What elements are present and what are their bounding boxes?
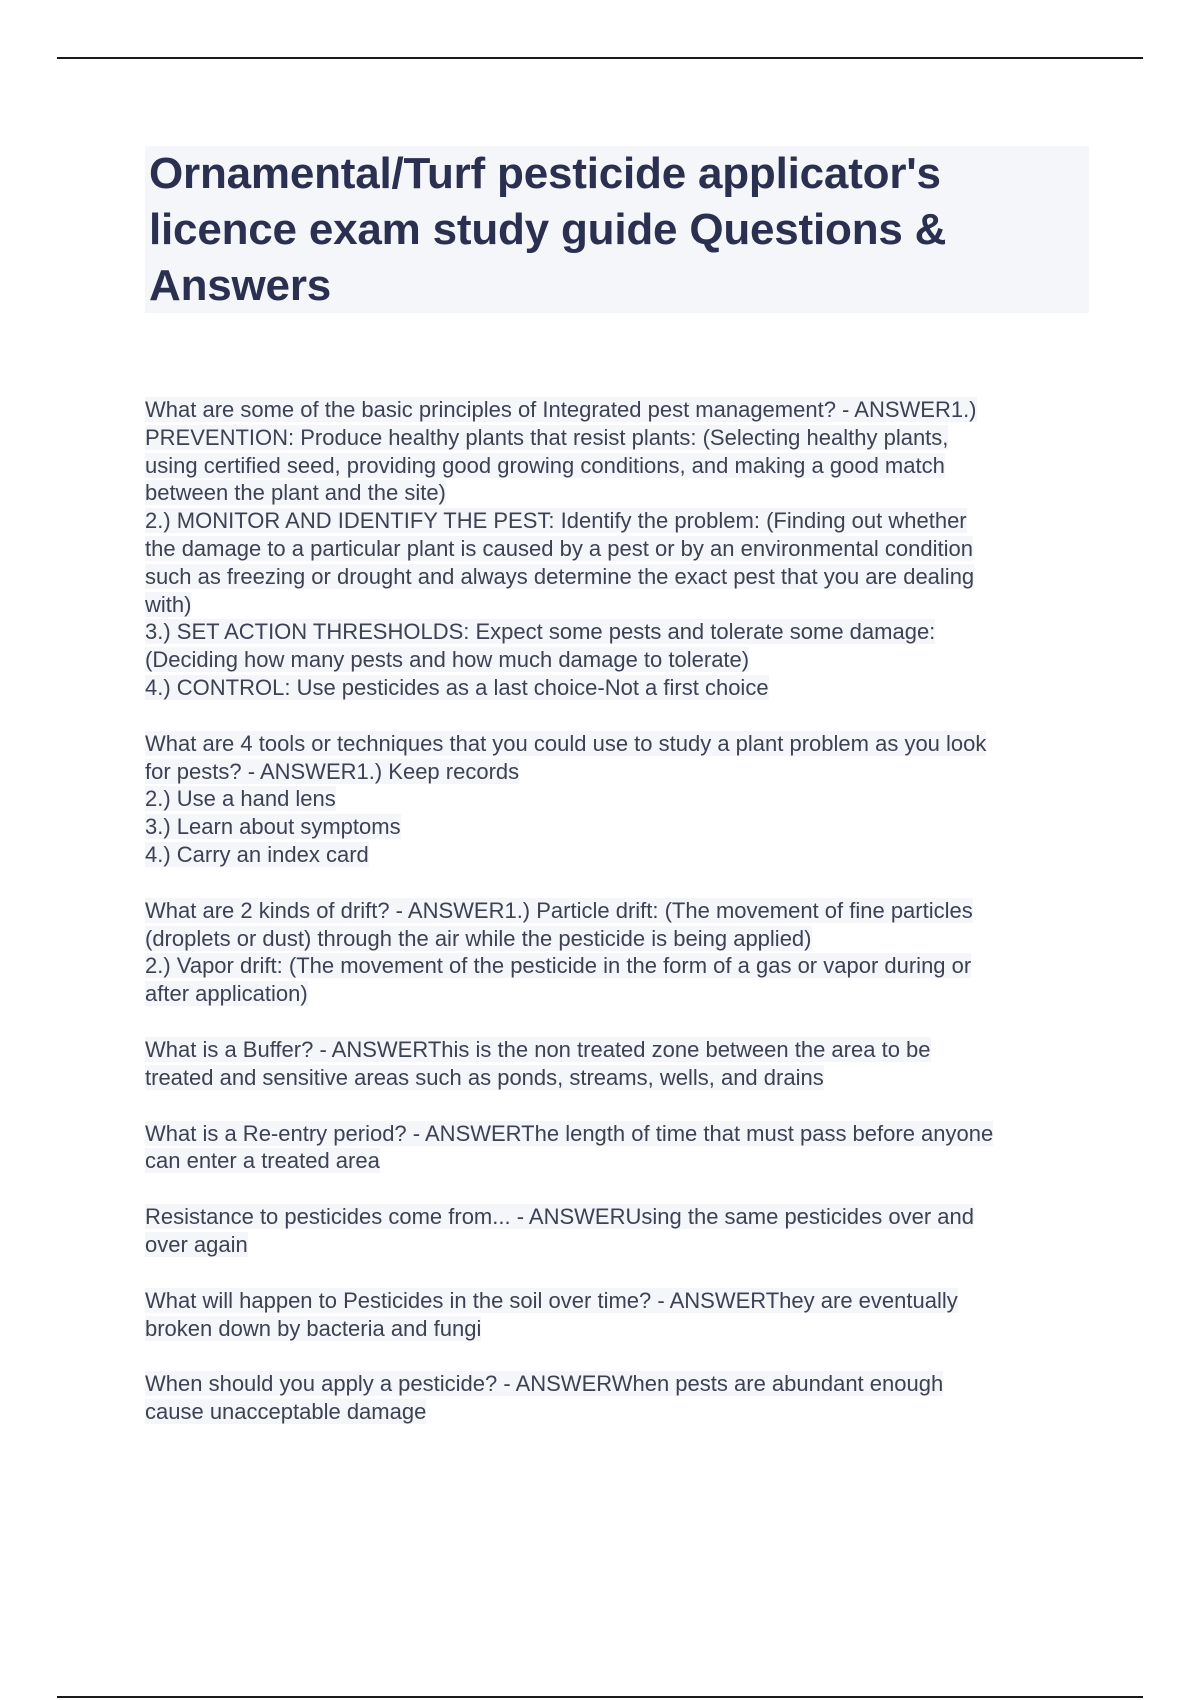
qa-line: for pests? - ANSWER1.) Keep records [145, 758, 520, 784]
title-line: Answers [149, 261, 332, 310]
qa-line: cause unacceptable damage [145, 1399, 427, 1425]
qa-line: can enter a treated area [145, 1148, 380, 1174]
title-line: licence exam study guide Questions & [149, 205, 947, 254]
document-title [149, 146, 1085, 314]
qa-line: What are 4 tools or techniques that you could use to study a plant problem as you look [145, 730, 987, 756]
qa-item-ipm-principles [145, 396, 1095, 702]
qa-line: What is a Buffer? - ANSWERThis is the non treated zone between the area to be [145, 1036, 931, 1062]
qa-item-buffer [145, 1036, 1095, 1092]
qa-line: the damage to a particular plant is caused by a pest or by an environmental condition [145, 535, 973, 561]
qa-line: What are some of the basic principles of Integrated pest management? - ANSWER1.) [145, 397, 977, 422]
qa-line: after application) [145, 981, 308, 1007]
qa-line: 2.) Vapor drift: (The movement of the pesticide in the form of a gas or vapor during or [145, 953, 972, 979]
qa-item-study-tools [145, 730, 1095, 869]
qa-line: 4.) CONTROL: Use pesticides as a last choice-Not a first choice [145, 674, 769, 700]
qa-line: with) [145, 591, 192, 617]
qa-item-apply-when [145, 1370, 1095, 1426]
qa-item-drift [145, 897, 1095, 1008]
qa-line: What is a Re-entry period? - ANSWERThe length of time that must pass before anyone [145, 1120, 994, 1146]
qa-line: 4.) Carry an index card [145, 841, 369, 867]
qa-line: broken down by bacteria and fungi [145, 1315, 482, 1341]
qa-line: What are 2 kinds of drift? - ANSWER1.) Particle drift: (The movement of fine particles [145, 897, 973, 923]
qa-line: such as freezing or drought and always determine the exact pest that you are dealing [145, 563, 975, 589]
title-block [145, 146, 1089, 313]
qa-line: using certified seed, providing good growing conditions, and making a good match [145, 452, 945, 478]
qa-line: 3.) Learn about symptoms [145, 814, 401, 840]
qa-line: What will happen to Pesticides in the soil over time? - ANSWERThey are eventually [145, 1287, 958, 1313]
qa-item-soil [145, 1287, 1095, 1343]
top-rule [57, 57, 1143, 59]
qa-line: 3.) SET ACTION THRESHOLDS: Expect some pests and tolerate some damage: [145, 619, 936, 645]
qa-line: (droplets or dust) through the air while the pesticide is being applied) [145, 925, 812, 951]
bottom-rule [57, 1696, 1143, 1698]
qa-line: 2.) MONITOR AND IDENTIFY THE PEST: Identify the problem: (Finding out whether [145, 508, 967, 534]
qa-line: PREVENTION: Produce healthy plants that resist plants: (Selecting healthy plants, [145, 424, 949, 450]
qa-line: treated and sensitive areas such as ponds, streams, wells, and drains [145, 1064, 824, 1090]
qa-line: When should you apply a pesticide? - ANSWERWhen pests are abundant enough [145, 1371, 944, 1397]
qa-line: Resistance to pesticides come from... - ANSWERUsing the same pesticides over and [145, 1204, 975, 1230]
qa-item-resistance [145, 1203, 1095, 1259]
qa-list [145, 396, 1095, 1454]
qa-item-reentry [145, 1120, 1095, 1176]
qa-line: (Deciding how many pests and how much damage to tolerate) [145, 647, 750, 673]
qa-line: over again [145, 1231, 248, 1257]
title-line: Ornamental/Turf pesticide applicator's [149, 149, 941, 198]
qa-line: 2.) Use a hand lens [145, 786, 336, 812]
qa-line: between the plant and the site) [145, 480, 446, 506]
